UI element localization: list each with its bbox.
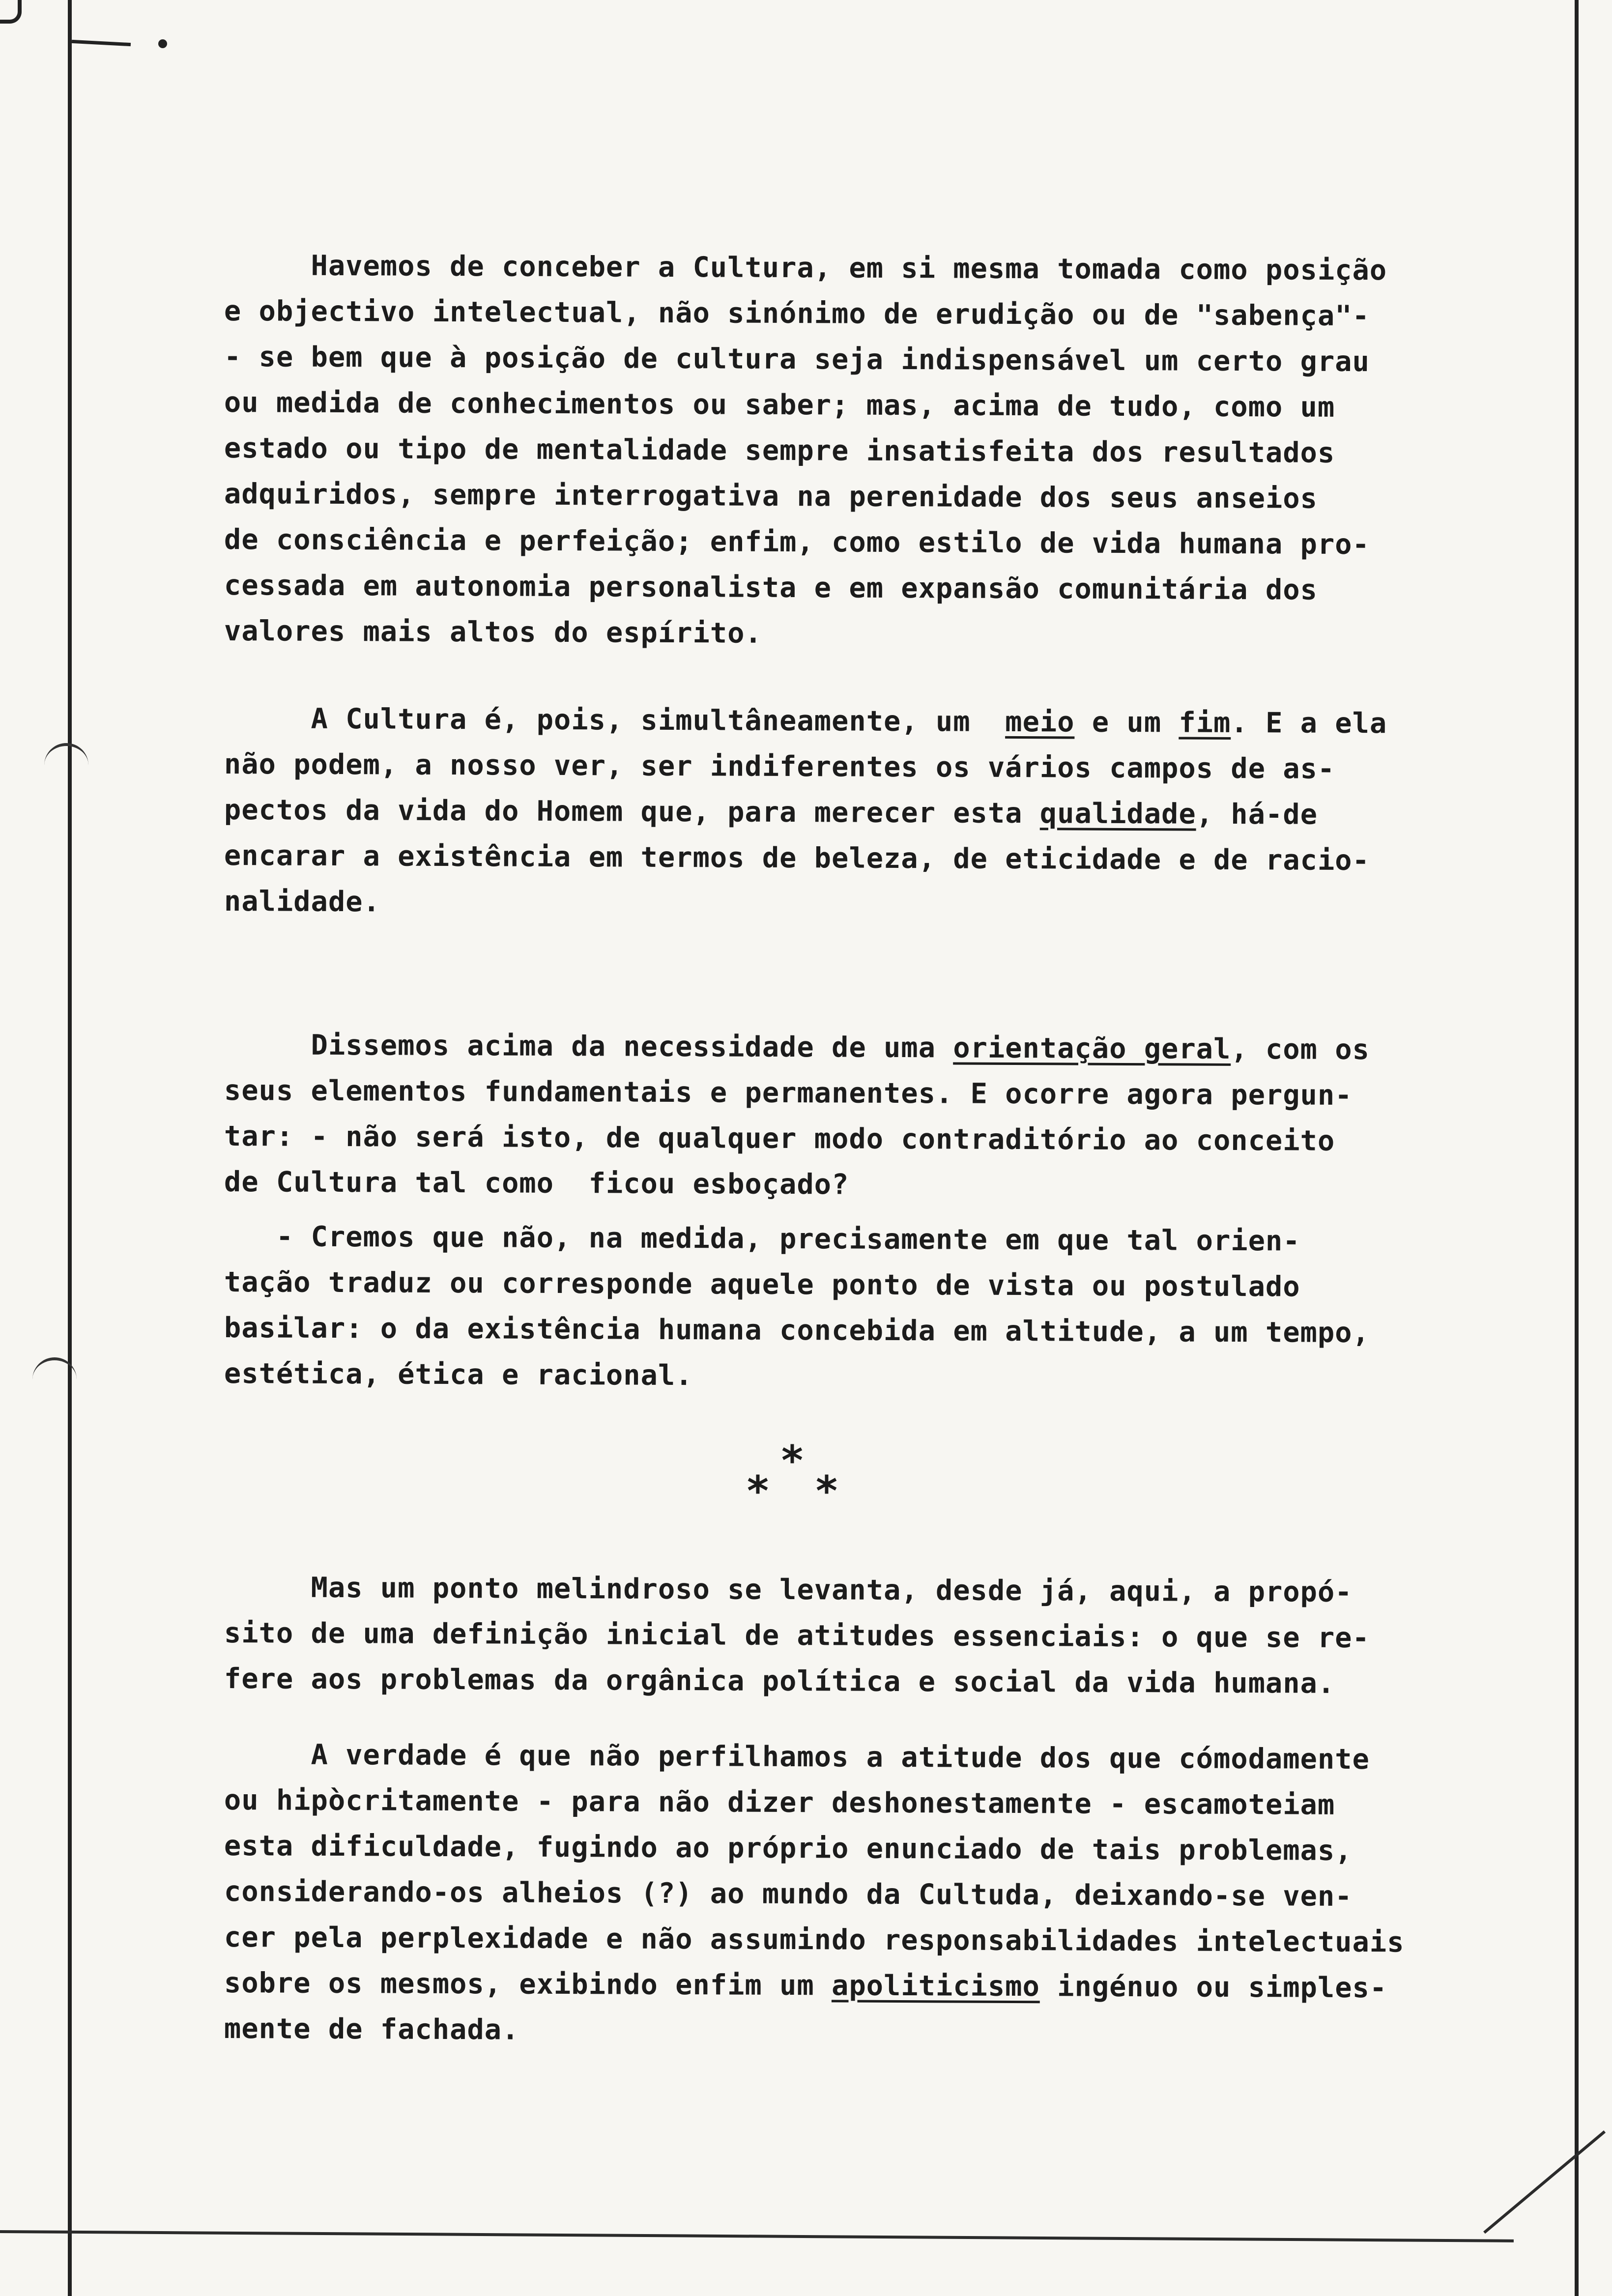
- section-separator: [747, 1436, 885, 1528]
- text-line: adquiridos, sempre interrogativa na perenidade dos seus anseios: [224, 478, 1318, 515]
- asterisk: *: [781, 1436, 803, 1485]
- text-line: ou hipòcritamente - para não dizer deshonestamente - escamoteiam: [224, 1784, 1335, 1821]
- scan-dot: [158, 39, 167, 48]
- text-line: estado ou tipo de mentalidade sempre insatisfeita dos resultados: [224, 432, 1335, 469]
- text-line: cessada em autonomia personalista e em expansão comunitária dos: [224, 569, 1318, 606]
- text-line: [224, 696, 1571, 747]
- text-line: esta dificuldade, fugindo ao próprio enunciado de tais problemas,: [224, 1830, 1353, 1867]
- paragraph-6: [224, 1732, 1571, 2052]
- bottom-edge-line: [0, 2230, 1514, 2242]
- text-line: de Cultura tal como ficou esboçado?: [224, 1166, 849, 1201]
- right-margin-line: [1575, 0, 1579, 2296]
- paragraph-5: [224, 1565, 1571, 1702]
- text-run: pectos da vida do Homem que, para merecer esta: [224, 794, 1040, 830]
- text-run: e um: [1074, 706, 1179, 739]
- underlined-word: qualidade: [1039, 797, 1196, 831]
- text-line: valores mais altos do espírito.: [224, 615, 762, 650]
- text-line: sito de uma definição inicial de atitudes essenciais: o que se re-: [224, 1617, 1370, 1655]
- text-line: tar: - não será isto, de qualquer modo contraditório ao conceito: [224, 1120, 1335, 1157]
- text-line: fere aos problemas da orgânica política e social da vida humana.: [224, 1663, 1335, 1700]
- text-line: considerando-os alheios (?) ao mundo da Cultuda, deixando-se ven-: [224, 1875, 1353, 1913]
- text-run: Dissemos acima da necessidade de uma: [224, 1029, 953, 1064]
- text-line: Mas um ponto melindroso se levanta, desde já, aqui, a propó-: [224, 1571, 1353, 1609]
- text-line: nalidade.: [224, 885, 381, 918]
- text-line: estética, ética e racional.: [224, 1357, 693, 1392]
- scan-mark: [72, 40, 131, 46]
- hole-punch-mark: [44, 743, 88, 766]
- paragraph-1: [224, 243, 1571, 654]
- underlined-word: orientação geral: [953, 1032, 1231, 1065]
- text-run: , há-de: [1196, 798, 1318, 831]
- text-run: sobre os mesmos, exibindo enfim um: [224, 1967, 832, 2002]
- text-line: mente de fachada.: [224, 2012, 519, 2046]
- text-run: , com os: [1231, 1033, 1370, 1066]
- text-run: A Cultura é, pois, simultâneamente, um: [224, 702, 1006, 738]
- text-line: [224, 1022, 1571, 1074]
- text-line: cer pela perplexidade e não assumindo responsabilidades intelectuais: [224, 1921, 1405, 1959]
- paragraph-2: [224, 696, 1571, 924]
- paragraph-4: [224, 1214, 1571, 1397]
- text-run: . E a ela: [1231, 706, 1387, 740]
- text-line: A verdade é que não perfilhamos a atitude dos que cómodamente: [224, 1738, 1370, 1776]
- underlined-word: apoliticismo: [831, 1969, 1040, 2003]
- text-line: - Cremos que não, na medida, precisamente em que tal orien-: [224, 1220, 1300, 1258]
- bottom-corner-line: [1483, 2130, 1606, 2234]
- asterisk: *: [816, 1467, 837, 1515]
- corner-mark: [0, 0, 22, 24]
- underlined-word: meio: [1005, 705, 1075, 739]
- text-line: Havemos de conceber a Cultura, em si mesma tomada como posição: [224, 249, 1387, 287]
- left-margin-line: [68, 0, 72, 2296]
- text-line: não podem, a nosso ver, ser indiferentes os vários campos de as-: [224, 748, 1335, 785]
- text-line: seus elementos fundamentais e permanentes. E ocorre agora pergun-: [224, 1074, 1353, 1112]
- paragraph-3: [224, 1022, 1571, 1205]
- text-line: [224, 1960, 1571, 2012]
- text-line: basilar: o da existência humana concebida em altitude, a um tempo,: [224, 1312, 1370, 1349]
- text-line: tação traduz ou corresponde aquele ponto de vista ou postulado: [224, 1266, 1300, 1303]
- text-line: ou medida de conhecimentos ou saber; mas, acima de tudo, como um: [224, 386, 1335, 424]
- text-line: [224, 787, 1571, 839]
- text-line: encarar a existência em termos de beleza, de eticidade e de racio-: [224, 839, 1370, 877]
- text-line: - se bem que à posição de cultura seja indispensável um certo grau: [224, 341, 1370, 378]
- text-run: ingénuo ou simples-: [1039, 1970, 1387, 2005]
- underlined-word: fim: [1179, 706, 1231, 739]
- asterisk: *: [747, 1467, 769, 1515]
- text-line: e objectivo intelectual, não sinónimo de erudição ou de "sabença"-: [224, 295, 1370, 333]
- text-line: de consciência e perfeição; enfim, como estilo de vida humana pro-: [224, 523, 1370, 561]
